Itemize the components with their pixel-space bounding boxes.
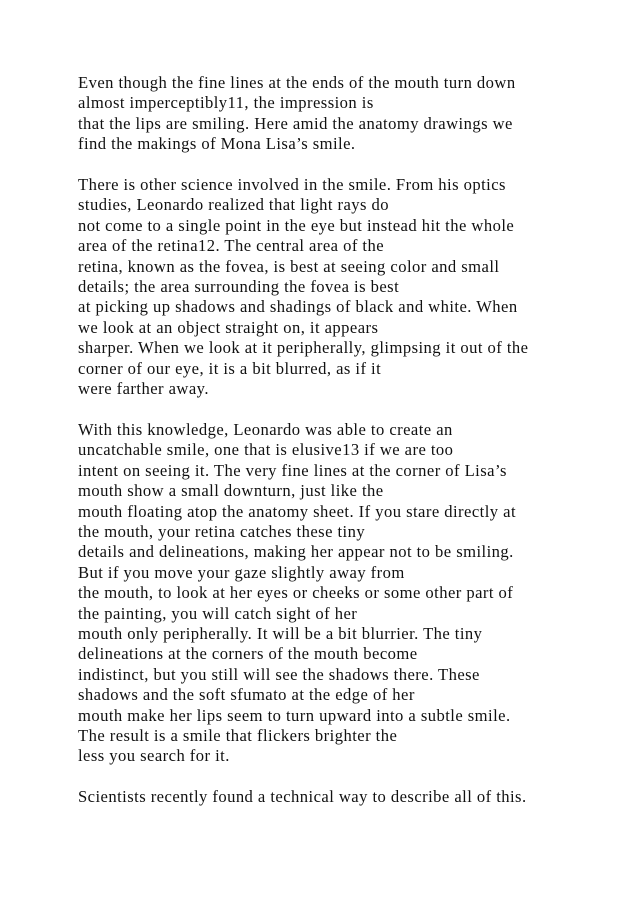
body-text — [78, 73, 623, 828]
text-line: the mouth, to look at her eyes or cheeks or some other part of — [78, 583, 514, 603]
text-line: Even though the fine lines at the ends of the mouth turn down — [78, 73, 516, 92]
text-line: area of the retina12. The central area of the — [78, 236, 385, 256]
text-line: retina, known as the fovea, is best at seeing color and small — [78, 256, 500, 276]
text-line: sharper. When we look at it peripherally, glimpsing it out of the — [78, 338, 529, 358]
text-line: mouth only peripherally. It will be a bit blurrier. The tiny — [78, 623, 483, 643]
text-line: almost imperceptibly11, the impression is — [78, 93, 374, 113]
text-line: details and delineations, making her appear not to be smiling. — [78, 542, 514, 562]
text-line: that the lips are smiling. Here amid the anatomy drawings we — [78, 113, 513, 133]
text-line: less you search for it. — [78, 746, 230, 766]
text-line: mouth floating atop the anatomy sheet. If you stare directly at — [78, 501, 516, 521]
text-line: shadows and the soft sfumato at the edge of her — [78, 685, 415, 705]
text-line: But if you move your gaze slightly away from — [78, 562, 405, 582]
text-line: at picking up shadows and shadings of black and white. When — [78, 297, 518, 317]
text-line: details; the area surrounding the fovea is best — [78, 277, 400, 297]
paragraph-4 — [78, 787, 623, 807]
text-line: not come to a single point in the eye but instead hit the whole — [78, 215, 515, 235]
text-line: mouth make her lips seem to turn upward into a subtle smile. — [78, 705, 511, 725]
text-line: indistinct, but you still will see the shadows there. These — [78, 664, 480, 684]
text-line: the mouth, your retina catches these tiny — [78, 521, 366, 541]
text-line: Scientists recently found a technical way to describe all of this. — [78, 787, 527, 807]
text-line: we look at an object straight on, it appears — [78, 317, 379, 337]
text-line: intent on seeing it. The very fine lines at the corner of Lisa’s — [78, 460, 507, 480]
text-line: were farther away. — [78, 379, 209, 399]
paragraph-1 — [78, 73, 623, 155]
text-line: With this knowledge, Leonardo was able to create an — [78, 419, 453, 439]
text-line: the painting, you will catch sight of her — [78, 603, 358, 623]
text-line: uncatchable smile, one that is elusive13 if we are too — [78, 440, 454, 460]
text-line: studies, Leonardo realized that light rays do — [78, 195, 390, 215]
text-line: corner of our eye, it is a bit blurred, as if it — [78, 358, 382, 378]
text-line: delineations at the corners of the mouth become — [78, 644, 418, 664]
paragraph-2 — [78, 175, 623, 399]
text-line: There is other science involved in the smile. From his optics — [78, 175, 506, 195]
text-line: mouth show a small downturn, just like the — [78, 481, 384, 501]
text-line: find the makings of Mona Lisa’s smile. — [78, 134, 356, 154]
paragraph-3 — [78, 420, 623, 767]
text-line: The result is a smile that flickers brighter the — [78, 725, 398, 745]
